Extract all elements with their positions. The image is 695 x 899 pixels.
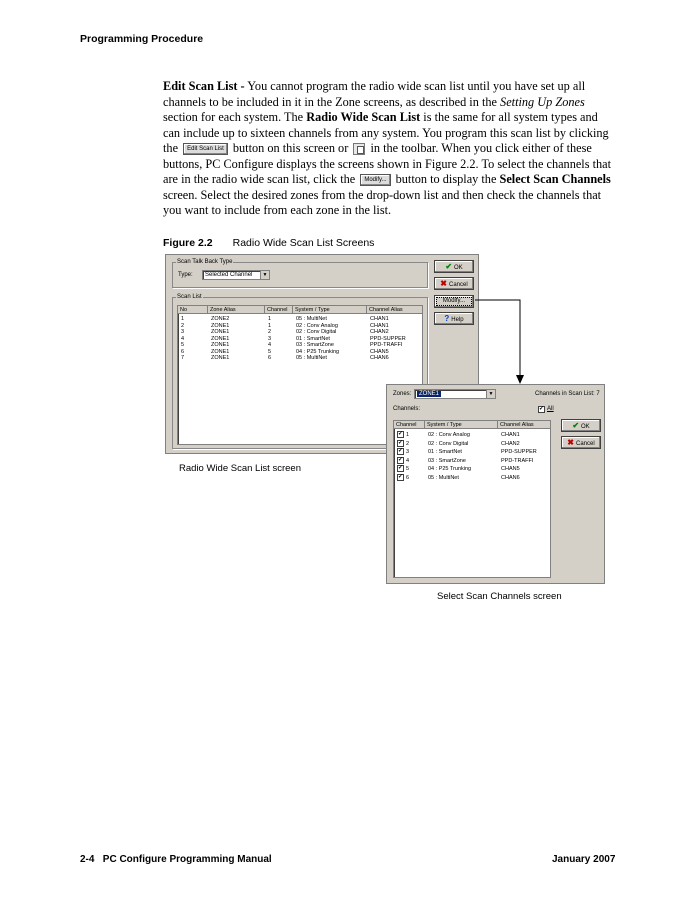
text-run: button on this screen or [229,141,352,155]
footer-date: January 2007 [552,854,616,865]
chevron-down-icon[interactable]: ▼ [486,390,495,398]
text-run: in the toolbar. When you click either of these buttons, PC Configure displays the screens shown in Figure 2.2. To select the channels that are in the radio wide scan list, click the [163,141,612,186]
running-header: Programming Procedure [80,33,204,45]
text-run: button to display the [392,172,500,186]
table-cell: ZONE1 [211,329,230,335]
text-run: screen. Select the desired zones from the drop-down list and then check the channels that you want to include from each zone in the list. [163,187,602,217]
chevron-down-icon[interactable]: ▼ [260,271,269,279]
column-header[interactable]: System / Type [293,306,367,314]
talkback-group-title: Scan Talk Back Type [177,259,233,265]
cancel-label: Cancel [576,441,595,447]
table-cell: CHAN1 [501,432,520,438]
table-cell: 03 : SmartZone [428,457,466,464]
table-cell: 05 : MultiNet [296,316,327,322]
table-cell: 05 : MultiNet [428,474,459,481]
toolbar-scan-list-icon [353,143,365,155]
talkback-type-select[interactable] [202,270,270,280]
table-cell: 04 : P25 Trunking [296,348,340,355]
column-header[interactable]: Channel [394,421,425,429]
scan-list-screen-caption: Radio Wide Scan List screen [179,463,301,474]
table-cell: 02 : Conv Analog [296,322,338,329]
ok-label: OK [581,424,590,430]
channel-checkbox[interactable]: ✓ [398,465,404,471]
count-label-text: Channels in Scan List: [535,391,595,397]
text-run: is the same for all system types and can include up to sixteen channels from any system. You program this scan list by clicking the [163,110,609,155]
table-cell: 05 : MultiNet [296,355,327,361]
zones-label: Zones: [393,391,412,397]
table-cell: 01 : SmartNet [296,335,330,342]
table-cell: CHAN6 [501,474,520,481]
table-cell: 1 [406,432,410,438]
channel-checkbox[interactable]: ✓ [398,439,404,446]
ok-button[interactable] [434,260,474,273]
type-label: Type: [178,272,193,278]
checkmark-icon: ✔ [572,421,580,430]
table-cell: 02 : Conv Digital [428,440,469,447]
cancel-button[interactable] [434,277,474,290]
table-cell: 02 : Conv Digital [296,329,337,335]
modify-button[interactable] [434,295,474,308]
table-cell: CHAN2 [370,329,389,335]
table-cell: 02 : Conv Analog [428,432,470,438]
select-scan-channels-caption: Select Scan Channels screen [437,591,562,602]
channel-checkbox[interactable]: ✓ [398,456,404,463]
cancel-label: Cancel [449,282,468,288]
table-cell: 1 [268,322,272,329]
help-button[interactable] [434,312,474,325]
column-header[interactable]: Channel Alias [367,306,423,314]
table-cell: ZONE1 [211,335,230,342]
table-cell: 6 [181,348,185,355]
table-cell: ZONE1 [211,322,230,329]
table-cell: 1 [268,316,272,322]
table-cell: 4 [268,342,272,348]
text-run: You cannot program the radio wide scan list until you have set up all channels to be included in it in the Zone screens, as described in the [163,79,586,109]
table-cell: 7 [181,355,185,361]
figure-number: Figure 2.2 [163,237,213,249]
table-cell: 2 [406,440,410,447]
table-cell: CHAN5 [370,348,389,355]
scan-list-group-title: Scan List [177,294,202,300]
text-run: section for each system. The [163,110,307,124]
column-header[interactable]: Zone Alias [208,306,265,314]
table-cell: PPD-TRAFFI [501,457,534,464]
checkmark-icon: ✔ [445,262,453,271]
table-cell: 1 [181,316,185,322]
select-scan-channels-window [386,384,605,584]
table-cell: 3 [181,329,185,335]
all-checkbox[interactable]: ✓ [539,406,545,412]
zones-value: ZONE1 [419,391,440,397]
table-cell: CHAN5 [501,466,520,472]
close-icon: ✖ [440,279,447,288]
table-cell: 4 [406,457,410,464]
ok-label: OK [454,265,463,271]
table-cell: 04 : P25 Trunking [428,466,472,472]
column-header[interactable]: Channel Alias [498,421,551,429]
table-cell: 6 [268,355,272,361]
modify-label: Modify... [442,298,466,304]
ok-button[interactable] [561,419,601,432]
table-cell: CHAN1 [370,322,389,329]
footer-left: 2-4 PC Configure Programming Manual [80,854,272,865]
talkback-type-value: Selected Channel [205,272,253,278]
column-header[interactable]: No [178,306,208,314]
channels-label: Channels: [393,406,421,412]
body-paragraph [163,79,613,219]
table-cell: 5 [268,348,272,355]
table-cell: 2 [181,322,185,329]
term-edit-scan-list: Edit Scan List - [163,79,245,93]
table-cell: PPD-SUPPER [501,449,537,455]
column-header[interactable]: System / Type [425,421,498,429]
channels-table[interactable] [393,420,551,578]
table-cell: 6 [406,474,410,481]
zones-select[interactable] [414,389,496,399]
close-icon: ✖ [567,438,574,447]
table-cell: 4 [181,335,185,342]
table-cell: 03 : SmartZone [296,342,334,348]
table-cell: ZONE1 [211,355,230,361]
column-header[interactable]: Channel [265,306,293,314]
count-value: 7 [596,391,600,397]
channel-checkbox[interactable]: ✓ [398,473,404,480]
table-cell: PPD-SUPPER [370,335,406,342]
table-cell: 5 [406,466,410,472]
table-cell: ZONE1 [211,348,230,355]
table-cell: 5 [181,342,185,348]
table-cell: 2 [268,329,272,335]
channels-count-label [535,390,600,398]
table-cell: 3 [406,449,410,455]
table-cell: 3 [268,335,272,342]
figure-caption [163,237,374,249]
all-label: All [547,406,554,412]
cancel-button[interactable] [561,436,601,449]
table-cell: ZONE2 [211,316,230,322]
rwsl-term: Radio Wide Scan List [306,110,421,124]
channel-checkbox[interactable]: ✓ [398,448,404,454]
setting-up-zones-ref: Setting Up Zones [500,94,585,109]
help-label: Help [451,317,464,323]
table-cell: CHAN1 [370,316,389,322]
ssc-term: Select Scan Channels [499,172,611,186]
flow-arrow [475,294,530,386]
table-cell: CHAN6 [370,355,389,361]
talkback-group [172,259,428,288]
help-icon: ? [444,314,450,323]
channel-checkbox[interactable]: ✓ [398,431,404,437]
table-cell: ZONE1 [211,342,230,348]
table-cell: PPD-TRAFFI [370,342,403,348]
table-cell: 01 : SmartNet [428,449,462,455]
inline-modify-button: Modify... [360,174,390,186]
table-cell: CHAN2 [501,440,520,447]
inline-edit-scan-list-button: Edit Scan List [183,143,228,155]
figure-title: Radio Wide Scan List Screens [232,237,375,249]
